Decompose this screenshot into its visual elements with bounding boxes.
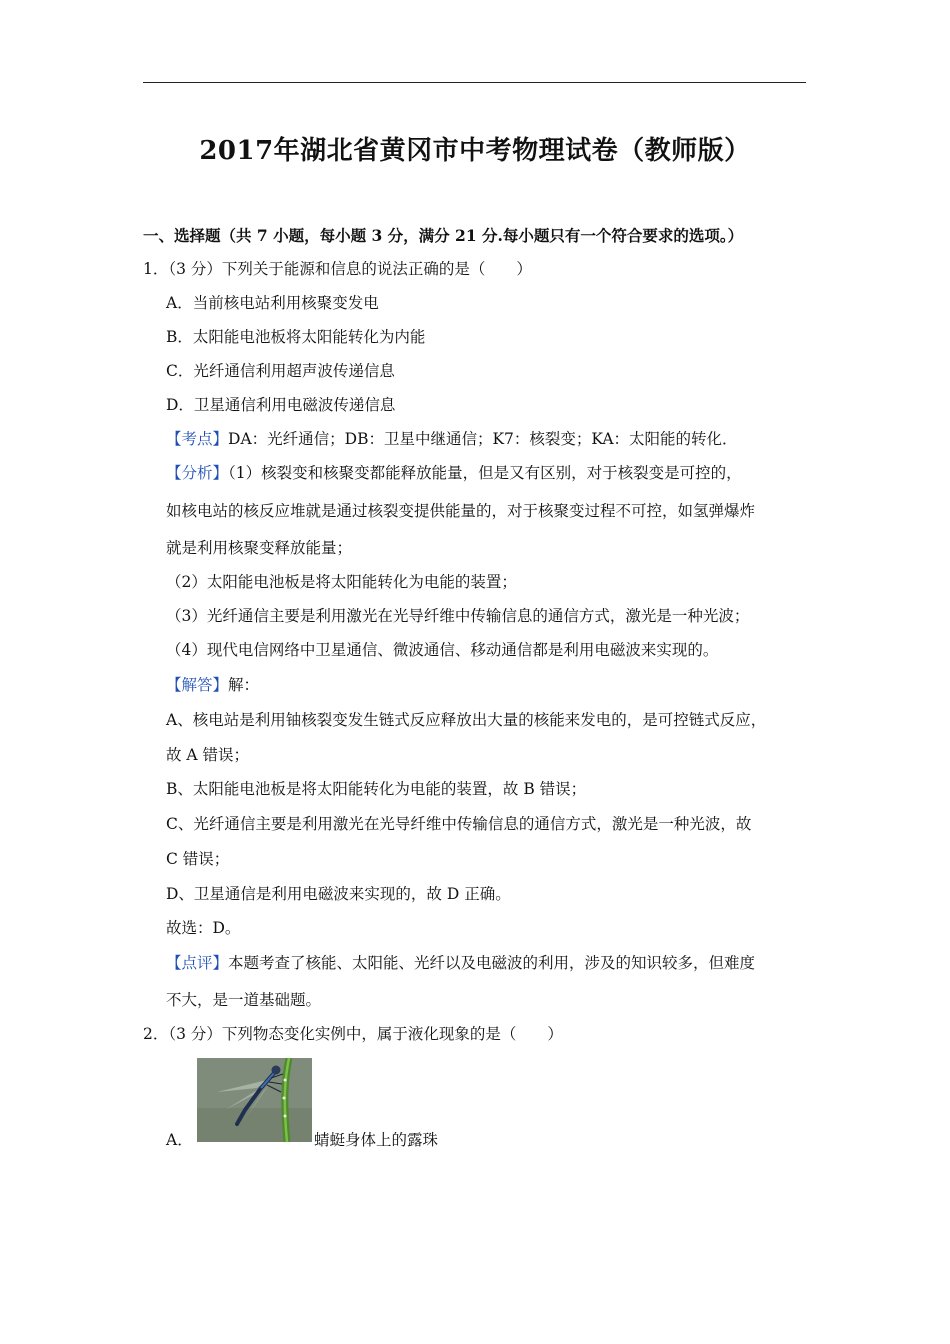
jieda-line-4: C、光纤通信主要是利用激光在光导纤维中传输信息的通信方式，激光是一种光波，故 xyxy=(166,815,752,833)
question-2-option-a-caption: 蜻蜓身体上的露珠 xyxy=(314,1131,439,1149)
question-1-option-d: D．卫星通信利用电磁波传递信息 xyxy=(166,396,396,414)
jieda-line-2: 故 A 错误； xyxy=(166,746,250,764)
dianping-tag: 【点评】 xyxy=(166,954,229,972)
fenxi-line-1 xyxy=(166,463,742,483)
kaodian-line xyxy=(166,429,738,449)
question-1-option-c: C．光纤通信利用超声波传递信息 xyxy=(166,362,395,380)
jieda-line-6: D、卫星通信是利用电磁波来实现的，故 D 正确。 xyxy=(166,885,511,903)
jieda-text: 解： xyxy=(228,676,260,694)
jieda-tag: 【解答】 xyxy=(166,676,229,694)
fenxi-line-2: 如核电站的核反应堆就是通过核裂变提供能量的，对于核聚变过程不可控，如氢弹爆炸 xyxy=(166,502,756,520)
question-1-option-b: B．太阳能电池板将太阳能转化为内能 xyxy=(166,328,426,346)
dianping-line-1 xyxy=(166,953,755,973)
question-1-stem: 1．（3 分）下列关于能源和信息的说法正确的是（ ） xyxy=(143,260,532,278)
fenxi-tag: 【分析】 xyxy=(166,464,229,482)
jieda-line-5: C 错误； xyxy=(166,850,230,868)
jieda-line-1: A、核电站是利用铀核裂变发生链式反应释放出大量的核能来发电的，是可控链式反应， xyxy=(166,711,767,729)
fenxi-line-3: 就是利用核聚变释放能量； xyxy=(166,539,353,557)
question-2-stem: 2．（3 分）下列物态变化实例中，属于液化现象的是（ ） xyxy=(143,1025,563,1043)
jieda-line-3: B、太阳能电池板是将太阳能转化为电能的装置，故 B 错误； xyxy=(166,780,587,798)
fenxi-line-6: （4）现代电信网络中卫星通信、微波通信、移动通信都是利用电磁波来实现的。 xyxy=(166,641,719,659)
question-1-option-a: A．当前核电站利用核聚变发电 xyxy=(166,294,379,312)
fenxi-line-5: （3）光纤通信主要是利用激光在光导纤维中传输信息的通信方式，激光是一种光波； xyxy=(166,607,750,625)
kaodian-tag: 【考点】 xyxy=(166,430,229,448)
jieda-line xyxy=(166,675,259,695)
fenxi-text: （1）核裂变和核聚变都能释放能量，但是又有区别，对于核裂变是可控的， xyxy=(228,464,742,482)
question-2-option-a-label: A． xyxy=(166,1131,193,1149)
dragonfly-photo xyxy=(197,1058,312,1142)
header-rule xyxy=(143,82,806,83)
kaodian-text: DA：光纤通信；DB：卫星中继通信；K7：核裂变；KA：太阳能的转化． xyxy=(228,430,738,448)
section-heading: 一、选择题（共 7 小题，每小题 3 分，满分 21 分.每小题只有一个符合要求的选项。） xyxy=(143,226,744,245)
document-title: 2017年湖北省黄冈市中考物理试卷（教师版） xyxy=(199,136,751,166)
dianping-line-2: 不大，是一道基础题。 xyxy=(166,991,322,1009)
fenxi-line-4: （2）太阳能电池板是将太阳能转化为电能的装置； xyxy=(166,573,517,591)
dianping-text: 本题考查了核能、太阳能、光纤以及电磁波的利用，涉及的知识较多，但难度 xyxy=(228,954,756,972)
jieda-line-7: 故选：D。 xyxy=(166,919,241,937)
